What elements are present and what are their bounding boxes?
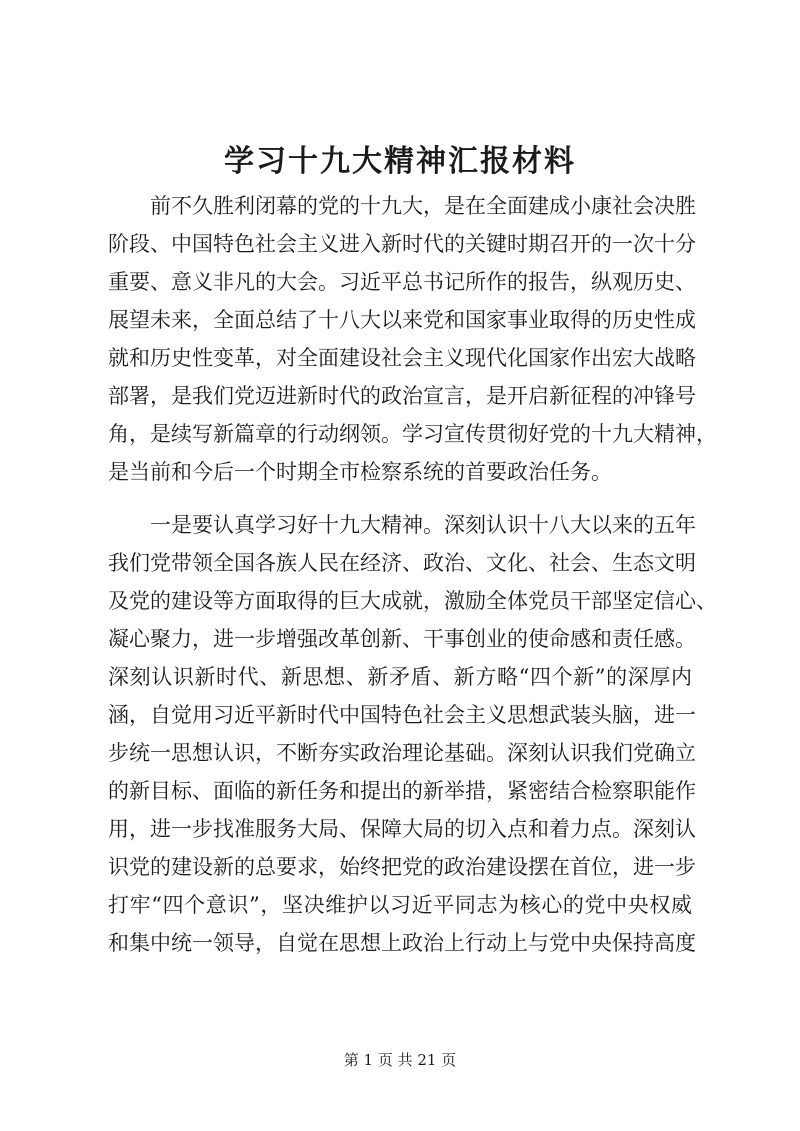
paragraph-1-line-8: 是当前和今后一个时期全市检察系统的首要政治任务。 (108, 460, 612, 484)
paragraph-1-line-6: 部署，是我们党迈进新时代的政治宣言，是开启新征程的冲锋号 (108, 384, 696, 408)
paragraph-1-line-1: 前不久胜利闭幕的党的十九大，是在全面建成小康社会决胜 (150, 194, 696, 218)
paragraph-1-line-3: 重要、意义非凡的大会。习近平总书记所作的报告，纵观历史、 (108, 270, 696, 294)
paragraph-1-line-5: 就和历史性变革，对全面建设社会主义现代化国家作出宏大战略 (108, 346, 696, 370)
paragraph-2-line-5: 深刻认识新时代、新思想、新矛盾、新方略“四个新”的深厚内 (108, 665, 692, 689)
paragraph-2-line-9: 用，进一步找准服务大局、保障大局的切入点和着力点。深刻认 (108, 817, 696, 841)
paragraph-2-line-12: 和集中统一领导，自觉在思想上政治上行动上与党中央保持高度 (108, 931, 696, 955)
paragraph-2-line-11: 打牢“四个意识”，坚决维护以习近平同志为核心的党中央权威 (108, 893, 692, 917)
paragraph-2-line-3: 及党的建设等方面取得的巨大成就，激励全体党员干部坚定信心、 (108, 589, 717, 613)
paragraph-2-line-10: 识党的建设新的总要求，始终把党的政治建设摆在首位，进一步 (108, 855, 696, 879)
paragraph-2-line-7: 步统一思想认识，不断夯实政治理论基础。深刻认识我们党确立 (108, 741, 696, 765)
paragraph-1-line-4: 展望未来，全面总结了十八大以来党和国家事业取得的历史性成 (108, 308, 696, 332)
paragraph-1-line-7: 角，是续写新篇章的行动纲领。学习宣传贯彻好党的十九大精神， (108, 422, 717, 446)
document-title: 学习十九大精神汇报材料 (224, 144, 576, 179)
paragraph-2-line-6: 涵，自觉用习近平新时代中国特色社会主义思想武装头脑，进一 (108, 703, 696, 727)
paragraph-1-line-2: 阶段、中国特色社会主义进入新时代的关键时期召开的一次十分 (108, 232, 696, 256)
paragraph-2-line-1: 一是要认真学习好十九大精神。深刻认识十八大以来的五年 (150, 513, 696, 537)
page-footer: 第 1 页 共 21 页 (343, 1051, 457, 1069)
paragraph-2-line-2: 我们党带领全国各族人民在经济、政治、文化、社会、生态文明 (108, 551, 696, 575)
paragraph-2-line-8: 的新目标、面临的新任务和提出的新举措，紧密结合检察职能作 (108, 779, 696, 803)
paragraph-2-line-4: 凝心聚力，进一步增强改革创新、干事创业的使命感和责任感。 (108, 627, 696, 651)
